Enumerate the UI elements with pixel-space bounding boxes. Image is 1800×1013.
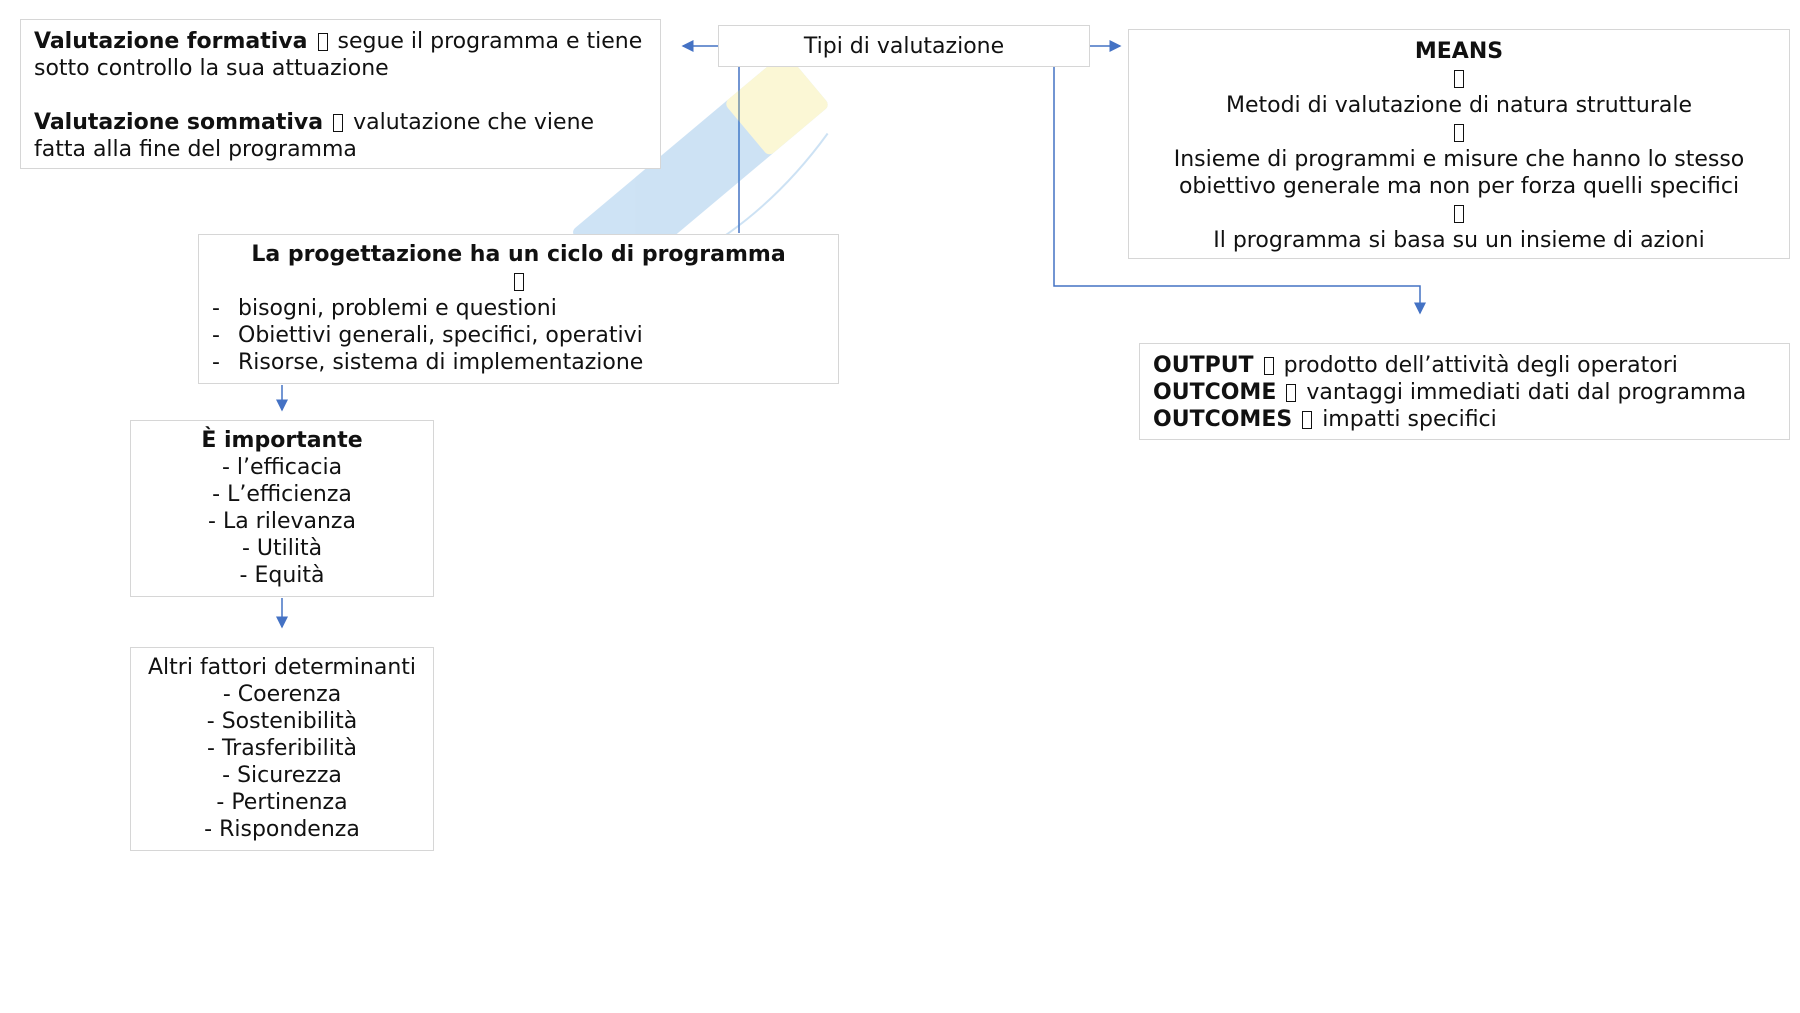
list-item: - La rilevanza bbox=[208, 509, 356, 534]
output-box bbox=[1139, 343, 1790, 440]
list-item: - Pertinenza bbox=[216, 790, 348, 815]
list-item: - L’efficienza bbox=[212, 482, 352, 507]
outcome-label: OUTCOME bbox=[1153, 380, 1277, 405]
progettazione-box bbox=[198, 234, 839, 384]
means-box bbox=[1128, 29, 1790, 259]
list-item: - Coerenza bbox=[222, 682, 342, 707]
arrow-glyph-icon bbox=[333, 114, 343, 132]
means-line-1: Metodi di valutazione di natura strutturale bbox=[1225, 93, 1693, 118]
list-item: - Obiettivi generali, specifici, operativi bbox=[212, 322, 825, 349]
means-line-2: Insieme di programmi e misure che hanno lo stesso obiettivo generale ma non per forza quelli specifici bbox=[1173, 147, 1745, 199]
list-item: - Rispondenza bbox=[204, 817, 360, 842]
list-item: - l’efficacia bbox=[221, 455, 343, 480]
formativa-label: Valutazione formativa bbox=[34, 29, 308, 54]
output-line bbox=[1153, 352, 1776, 379]
arrow-glyph-icon bbox=[1454, 205, 1464, 223]
progettazione-title: La progettazione ha un ciclo di programma bbox=[251, 242, 786, 267]
output-label: OUTPUT bbox=[1153, 353, 1254, 378]
arrow-glyph-icon bbox=[1264, 357, 1274, 375]
formativa-text: segue il programma e tiene sotto controllo la sua attuazione bbox=[34, 29, 643, 81]
arrow-glyph-icon bbox=[1454, 70, 1464, 88]
list-item: - Equità bbox=[239, 563, 325, 588]
list-item: - Trasferibilità bbox=[207, 736, 357, 761]
arrow-glyph-icon bbox=[1454, 124, 1464, 142]
sommativa-paragraph bbox=[34, 109, 647, 163]
list-item: - Sostenibilità bbox=[206, 709, 358, 734]
sommativa-text: valutazione che viene fatta alla fine del programma bbox=[34, 110, 595, 162]
outcomes-line bbox=[1153, 406, 1776, 433]
output-text: prodotto dell’attività degli operatori bbox=[1283, 353, 1678, 378]
formativa-paragraph bbox=[34, 28, 647, 82]
arrow-glyph-icon bbox=[1302, 411, 1312, 429]
sommativa-label: Valutazione sommativa bbox=[34, 110, 324, 135]
means-title: MEANS bbox=[1414, 39, 1504, 64]
progettazione-list bbox=[212, 295, 825, 376]
list-item: - Sicurezza bbox=[222, 763, 342, 788]
importante-box bbox=[130, 420, 434, 597]
list-item: - bisogni, problemi e questioni bbox=[212, 295, 825, 322]
outcomes-label: OUTCOMES bbox=[1153, 407, 1293, 432]
importante-title: È importante bbox=[201, 428, 363, 453]
arrow-glyph-icon bbox=[1286, 384, 1296, 402]
outcomes-text: impatti specifici bbox=[1322, 407, 1497, 432]
formativa-sommativa-box bbox=[20, 19, 661, 169]
list-item: - Utilità bbox=[241, 536, 323, 561]
means-line-3: Il programma si basa su un insieme di azioni bbox=[1213, 228, 1705, 253]
outcome-text: vantaggi immediati dati dal programma bbox=[1306, 380, 1747, 405]
list-item: - Risorse, sistema di implementazione bbox=[212, 349, 825, 376]
altri-fattori-box bbox=[130, 647, 434, 851]
arrow-glyph-icon bbox=[318, 33, 328, 51]
outcome-line bbox=[1153, 379, 1776, 406]
altri-fattori-title: Altri fattori determinanti bbox=[148, 655, 416, 680]
tipi-valutazione-box bbox=[718, 25, 1090, 67]
arrow-glyph-icon bbox=[514, 273, 524, 291]
tipi-valutazione-title: Tipi di valutazione bbox=[803, 34, 1005, 59]
